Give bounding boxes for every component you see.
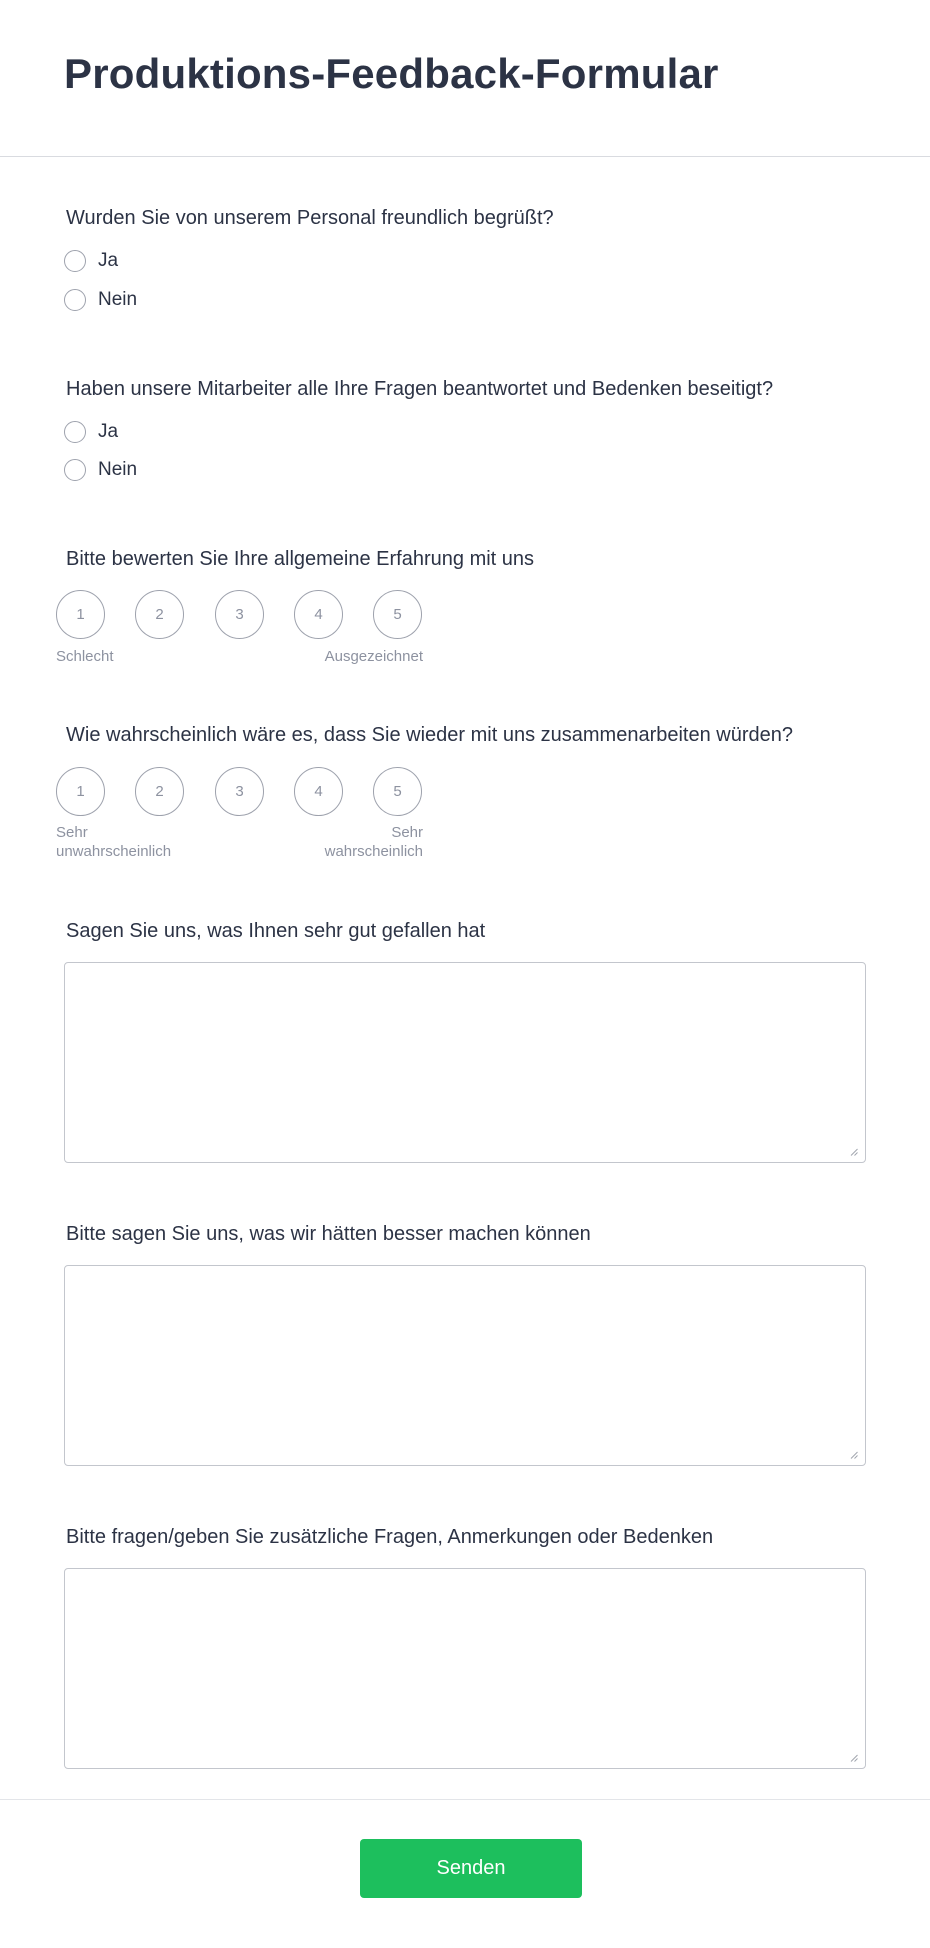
- answered-option-yes[interactable]: [64, 419, 118, 445]
- question-improve-label: Bitte sagen Sie uns, was wir hätten besser machen können: [66, 1223, 591, 1245]
- likelihood-rating-2[interactable]: 2: [135, 767, 184, 816]
- resize-grip-icon[interactable]: [850, 1148, 858, 1156]
- question-answered-label: Haben unsere Mitarbeiter alle Ihre Fragen beantwortet und Bedenken beseitigt?: [66, 378, 774, 400]
- question-liked-label: Sagen Sie uns, was Ihnen sehr gut gefallen hat: [66, 920, 486, 942]
- question-greeting-label: Wurden Sie von unserem Personal freundlich begrüßt?: [66, 207, 554, 229]
- likelihood-rating-4[interactable]: 4: [294, 767, 343, 816]
- experience-rating-5[interactable]: 5: [373, 590, 422, 639]
- page-title: Produktions-Feedback-Formular: [64, 50, 719, 97]
- greeting-option-yes[interactable]: [64, 248, 118, 274]
- likelihood-high-caption: [292, 823, 423, 861]
- resize-grip-icon[interactable]: [850, 1754, 858, 1762]
- likelihood-low-caption-line1: Sehr: [56, 824, 88, 841]
- radio-label: Nein: [98, 459, 138, 480]
- likelihood-rating-1[interactable]: 1: [56, 767, 105, 816]
- radio-circle[interactable]: [64, 459, 86, 481]
- likelihood-low-caption-line2: unwahrscheinlich: [56, 843, 172, 860]
- form-header: [0, 0, 930, 157]
- experience-rating-2[interactable]: 2: [135, 590, 184, 639]
- answered-option-no[interactable]: [64, 457, 137, 483]
- likelihood-low-caption: [56, 823, 171, 861]
- greeting-option-no[interactable]: [64, 287, 137, 313]
- radio-label: Nein: [98, 289, 138, 310]
- form-footer: [0, 1799, 930, 1948]
- experience-rating-1[interactable]: 1: [56, 590, 105, 639]
- question-additional-label: Bitte fragen/geben Sie zusätzliche Fragen, Anmerkungen oder Bedenken: [66, 1526, 714, 1548]
- additional-textarea[interactable]: [64, 1568, 866, 1769]
- question-experience-label: Bitte bewerten Sie Ihre allgemeine Erfahrung mit uns: [66, 548, 535, 570]
- improve-textarea[interactable]: [64, 1265, 866, 1466]
- experience-low-caption: Schlecht: [56, 648, 114, 665]
- likelihood-rating-5[interactable]: 5: [373, 767, 422, 816]
- radio-label: Ja: [98, 250, 119, 271]
- radio-circle[interactable]: [64, 421, 86, 443]
- radio-label: Ja: [98, 421, 119, 442]
- likelihood-high-caption-line1: Sehr: [391, 824, 423, 841]
- submit-button[interactable]: Senden: [360, 1839, 582, 1898]
- experience-rating-3[interactable]: 3: [215, 590, 264, 639]
- experience-high-caption: Ausgezeichnet: [324, 648, 423, 665]
- likelihood-rating-3[interactable]: 3: [215, 767, 264, 816]
- likelihood-high-caption-line2: wahrscheinlich: [324, 843, 423, 860]
- radio-circle[interactable]: [64, 289, 86, 311]
- radio-circle[interactable]: [64, 250, 86, 272]
- resize-grip-icon[interactable]: [850, 1451, 858, 1459]
- liked-textarea[interactable]: [64, 962, 866, 1163]
- experience-rating-4[interactable]: 4: [294, 590, 343, 639]
- question-likelihood-label: Wie wahrscheinlich wäre es, dass Sie wieder mit uns zusammenarbeiten würden?: [66, 724, 793, 746]
